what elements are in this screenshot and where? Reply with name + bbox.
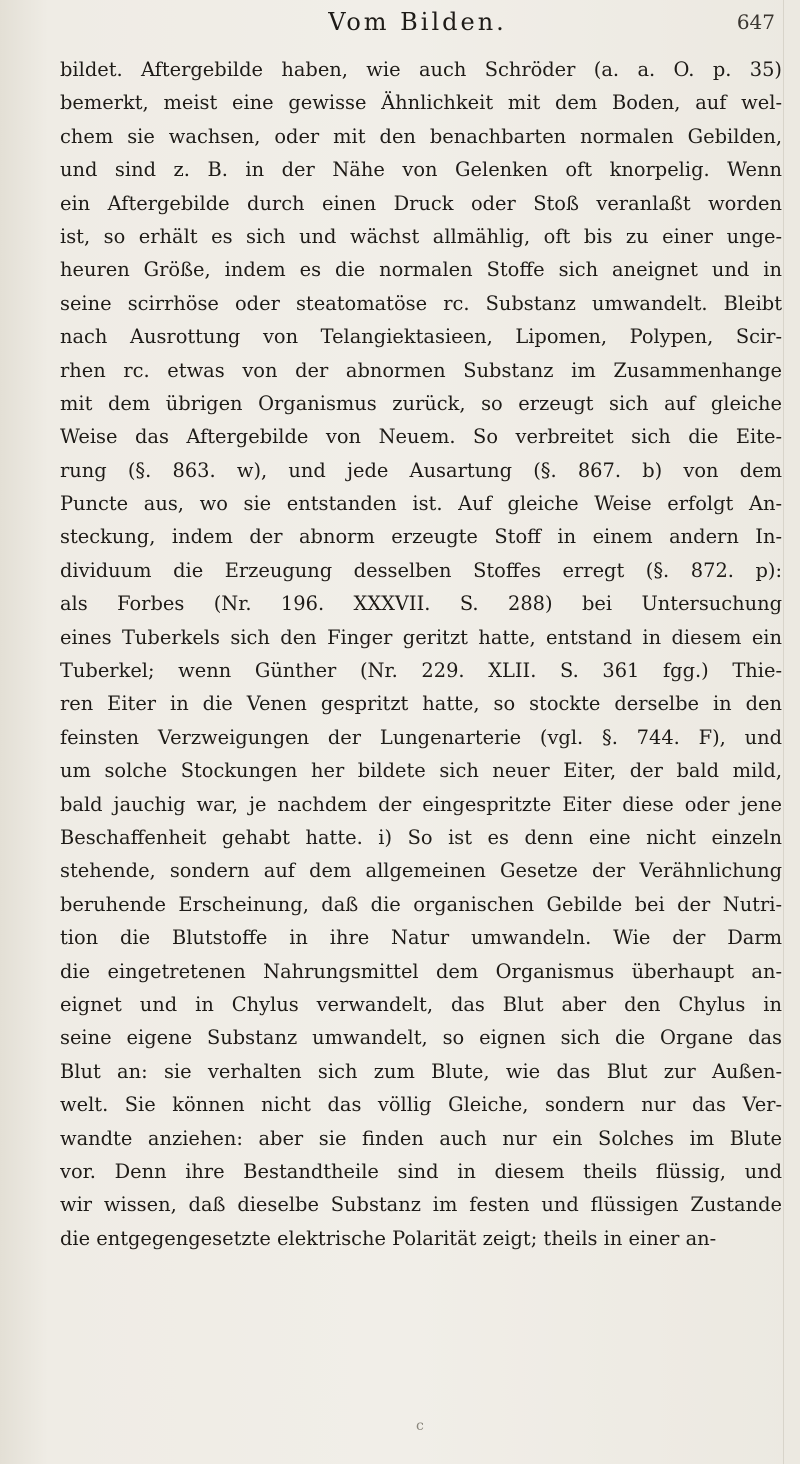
running-head: Vom Bilden. — [328, 8, 507, 36]
text-line: vor. Denn ihre Bestandtheile sind in diesem theils flüssig, und — [60, 1159, 782, 1183]
text-line: stehende, sondern auf dem allgemeinen Gesetze der Verähnlichung — [60, 859, 782, 883]
text-line: als Forbes (Nr. 196. XXXVII. S. 288) bei Untersuchung — [60, 592, 782, 616]
text-line: eines Tuberkels sich den Finger geritzt hatte, entstand in diesem ein — [60, 625, 782, 649]
text-line: bildet. Aftergebilde haben, wie auch Schröder (a. a. O. p. 35) — [60, 58, 782, 81]
text-line: Blut an: sie verhalten sich zum Blute, wie das Blut zur Außen- — [60, 1059, 782, 1083]
text-line: seine eigene Substanz umwandelt, so eignen sich die Organe das — [60, 1026, 782, 1050]
text-line: und sind z. B. in der Nähe von Gelenken oft knorpelig. Wenn — [60, 158, 782, 182]
text-line: ist, so erhält es sich und wächst allmählig, oft bis zu einer unge- — [60, 224, 782, 248]
text-line: seine scirrhöse oder steatomatöse rc. Substanz umwandelt. Bleibt — [60, 291, 782, 315]
text-line: ein Aftergebilde durch einen Druck oder Stoß veranlaßt worden — [60, 191, 782, 215]
text-line: Puncte aus, wo sie entstanden ist. Auf gleiche Weise erfolgt An- — [60, 492, 782, 516]
text-line: tion die Blutstoffe in ihre Natur umwandeln. Wie der Darm — [60, 926, 782, 950]
page-number: 647 — [736, 10, 775, 34]
text-line: feinsten Verzweigungen der Lungenarterie (vgl. §. 744. F), und — [60, 725, 782, 749]
text-line: heuren Größe, indem es die normalen Stoffe sich aneignet und in — [60, 258, 782, 282]
text-line: bemerkt, meist eine gewisse Ähnlichkeit mit dem Boden, auf wel- — [60, 91, 782, 115]
text-line: Beschaffenheit gehabt hatte. i) So ist es denn eine nicht einzeln — [60, 825, 782, 849]
text-line: rhen rc. etwas von der abnormen Substanz im Zusammenhange — [60, 358, 782, 382]
text-line: mit dem übrigen Organismus zurück, so erzeugt sich auf gleiche — [60, 391, 782, 415]
text-line: ren Eiter in die Venen gespritzt hatte, so stockte derselbe in den — [60, 692, 782, 716]
text-line: eignet und in Chylus verwandelt, das Blut aber den Chylus in — [60, 992, 782, 1016]
text-line: steckung, indem der abnorm erzeugte Stoff in einem andern In- — [60, 525, 782, 549]
text-line: chem sie wachsen, oder mit den benachbarten normalen Gebilden, — [60, 124, 782, 148]
text-line: dividuum die Erzeugung desselben Stoffes erregt (§. 872. p): — [60, 558, 782, 582]
text-line: um solche Stockungen her bildete sich neuer Eiter, der bald mild, — [60, 759, 782, 783]
text-line: die eingetretenen Nahrungsmittel dem Organismus überhaupt an- — [60, 959, 782, 983]
text-line: nach Ausrottung von Telangiektasieen, Lipomen, Polypen, Scir- — [60, 325, 782, 349]
text-line: rung (§. 863. w), und jede Ausartung (§. 867. b) von dem — [60, 458, 782, 482]
text-line: die entgegengesetzte elektrische Polarität zeigt; theils in einer an- — [60, 1226, 717, 1250]
text-line: welt. Sie können nicht das völlig Gleiche, sondern nur das Ver- — [60, 1093, 782, 1117]
page-header — [60, 6, 775, 44]
text-line: wandte anziehen: aber sie finden auch nur ein Solches im Blute — [60, 1126, 782, 1150]
text-line: bald jauchig war, je nachdem der eingespritzte Eiter diese oder jene — [60, 792, 782, 816]
page-edge — [783, 0, 784, 1464]
text-line: beruhende Erscheinung, daß die organischen Gebilde bei der Nutri- — [60, 892, 782, 916]
body-text — [60, 53, 782, 1255]
text-line: wir wissen, daß dieselbe Substanz im festen und flüssigen Zustande — [60, 1193, 782, 1217]
text-line: Weise das Aftergebilde von Neuem. So verbreitet sich die Eite- — [60, 425, 782, 449]
margin-mark: c — [416, 1418, 424, 1434]
text-line: Tuberkel; wenn Günther (Nr. 229. XLII. S. 361 fgg.) Thie- — [60, 659, 782, 683]
